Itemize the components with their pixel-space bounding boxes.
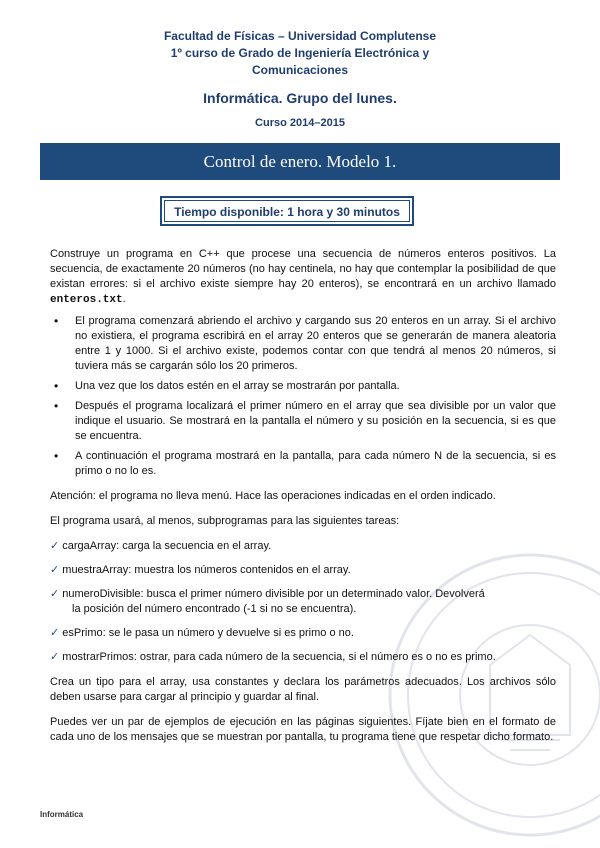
checkmark-icon: ✓ <box>50 588 60 600</box>
document-header <box>0 28 600 130</box>
subprograms-intro: El programa usará, al menos, subprogramas para las siguientes tareas: <box>50 515 400 527</box>
subprogram-item: ✓ muestraArray: muestra los números contenidos en el array. <box>50 564 351 576</box>
subject-title: Informática. Grupo del lunes. <box>203 90 397 106</box>
requirements-list <box>50 314 556 479</box>
exam-title-banner: Control de enero. Modelo 1. <box>40 143 560 180</box>
filename-code: enteros.txt <box>50 294 123 306</box>
checkmark-icon: ✓ <box>50 564 60 576</box>
footer-label: Informática <box>40 810 84 819</box>
attention-note: Atención: el programa no lleva menú. Hace las operaciones indicadas en el orden indicado. <box>50 490 496 502</box>
checkmark-icon: ✓ <box>50 651 60 663</box>
checkmark-icon: ✓ <box>50 627 60 639</box>
time-available-box <box>160 196 414 226</box>
list-item: • Una vez que los datos estén en el array se mostrarán por pantalla. <box>50 379 556 394</box>
time-available-label: Tiempo disponible: 1 hora y 30 minutos <box>164 200 410 222</box>
degree-line-1: 1º curso de Grado de Ingeniería Electrónica y <box>170 46 430 60</box>
closing-paragraph-2: Puedes ver un par de ejemplos de ejecución en las páginas siguientes. Fíjate bien en el formato de cada uno de los mensajes que se muestran por pantalla, tu programa tiene que respetar dicho formato. <box>50 716 556 743</box>
intro-paragraph: Construye un programa en C++ que procese una secuencia de números enteros positivos. La secuencia, de exactamente 20 números (no hay centinela, no hay que contemplar la posibilidad de que existan errores: si el archivo existe siempre hay 20 enteros), se encontrará en un archivo llamado enteros.txt. <box>50 248 556 306</box>
list-item: • A continuación el programa mostrará en la pantalla, para cada número N de la secuencia, si es primo o no lo es. <box>50 449 556 479</box>
checkmark-icon: ✓ <box>50 540 60 552</box>
subprogram-item: ✓ mostrarPrimos: ostrar, para cada número de la secuencia, si el número es o no es primo. <box>50 651 496 663</box>
faculty-line: Facultad de Físicas – Universidad Complutense <box>163 29 437 43</box>
list-item: • El programa comenzará abriendo el archivo y cargando sus 20 enteros en un array. Si el archivo no existiera, el programa escribirá en el array 20 enteros que se generarán de manera aleatoria entre 1 y 1000. Si el archivo existe, podemos contar con que tendrá al menos 20 números, si tuviera más se cargarán sólo los 20 primeros. <box>50 314 556 374</box>
degree-line-2: Comunicaciones <box>251 63 349 77</box>
subprogram-item: ✓ esPrimo: se le pasa un número y devuelve si es primo o no. <box>50 627 354 639</box>
subprogram-item: ✓ cargaArray: carga la secuencia en el array. <box>50 540 272 552</box>
subprogram-item: ✓ numeroDivisible: busca el primer número divisible por un determinado valor. Devolverá la posición del número encontrado (-1 si no se encuentra). <box>50 588 485 615</box>
list-item: • Después el programa localizará el primer número en el array que sea divisible por un valor que indique el usuario. Se mostrará en la pantalla el número y su posición en la secuencia, si es que se encuentra. <box>50 399 556 444</box>
course-year: Curso 2014–2015 <box>255 117 345 129</box>
university-seal-watermark <box>380 525 600 848</box>
closing-paragraph-1: Crea un tipo para el array, usa constantes y declara los parámetros adecuados. Los archivos sólo deben usarse para cargar al principio y guardar al final. <box>50 676 556 703</box>
